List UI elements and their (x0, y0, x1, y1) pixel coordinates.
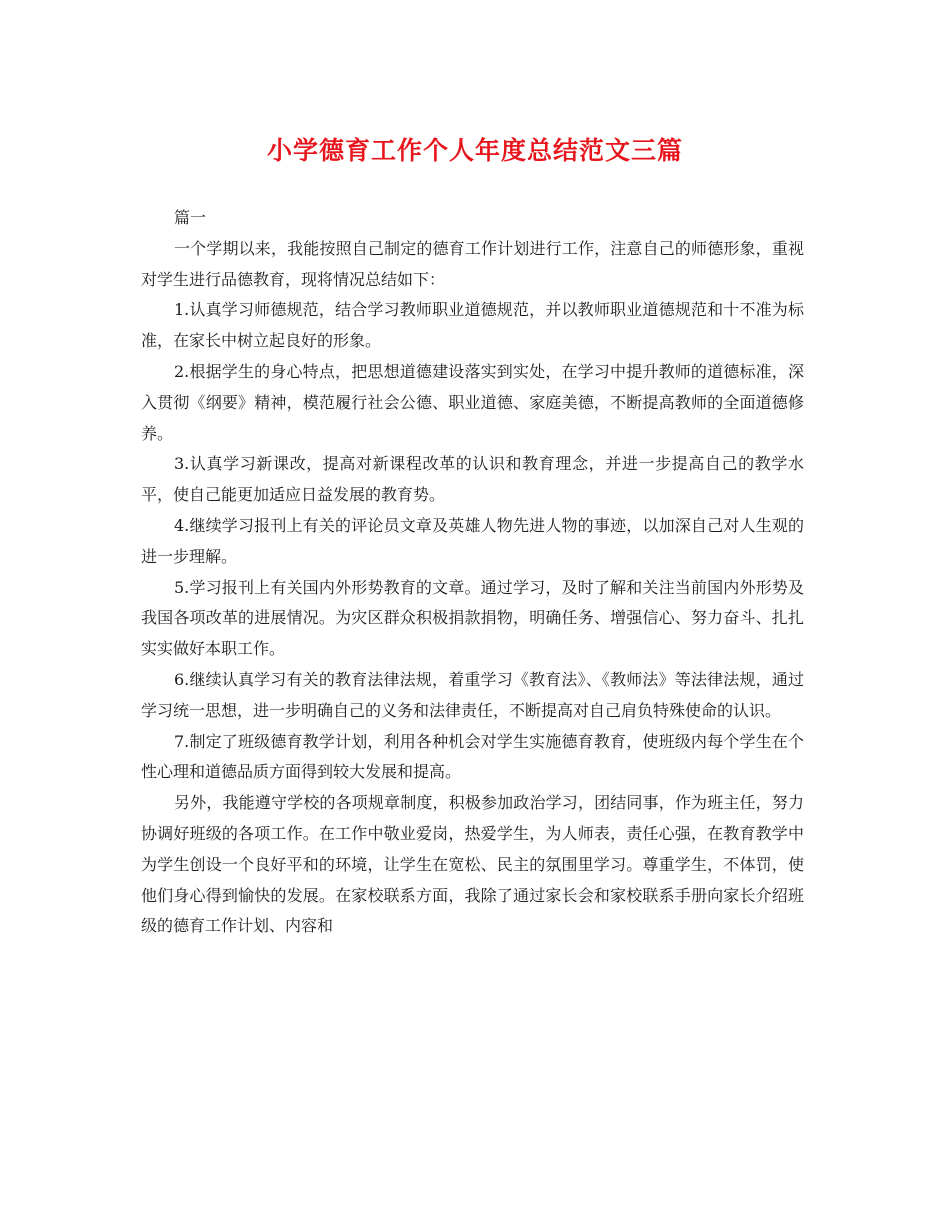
closing-paragraph: 另外，我能遵守学校的各项规章制度，积极参加政治学习，团结同事，作为班主任，努力协调好班级的各项工作。在工作中敬业爱岗，热爱学生，为人师表，责任心强，在教育教学中为学生创设一个良好平和的环境，让学生在宽松、民主的氛围里学习。尊重学生，不体罚，使他们身心得到愉快的发展。在家校联系方面，我除了通过家长会和家校联系手册向家长介绍班级的德育工作计划、内容和 (141, 793, 804, 936)
document-title: 小学德育工作个人年度总结范文三篇 (266, 136, 683, 165)
intro-paragraph: 一个学期以来，我能按照自己制定的德育工作计划进行工作，注意自己的师德形象，重视对学生进行品德教育，现将情况总结如下： (141, 238, 804, 289)
list-item-5: 5.学习报刊上有关国内外形势教育的文章。通过学习，及时了解和关注当前国内外形势及我国各项改革的进展情况。为灾区群众积极捐款捐物，明确任务、增强信心、努力奋斗、扎扎实实做好本职工作。 (141, 577, 804, 659)
list-item-4: 4.继续学习报刊上有关的评论员文章及英雄人物先进人物的事迹，以加深自己对人生观的进一步理解。 (141, 515, 804, 566)
list-item-3: 3.认真学习新课改，提高对新课程改革的认识和教育理念，并进一步提高自己的教学水平，使自己能更加适应日益发展的教育势。 (141, 454, 804, 505)
list-item-7: 7.制定了班级德育教学计划，利用各种机会对学生实施德育教育，使班级内每个学生在个性心理和道德品质方面得到较大发展和提高。 (141, 731, 804, 782)
list-item-6: 6.继续认真学习有关的教育法律法规，着重学习《教育法》、《教师法》等法律法规，通过学习统一思想，进一步明确自己的义务和法律责任，不断提高对自己肩负特殊使命的认识。 (141, 669, 804, 720)
list-item-1: 1.认真学习师德规范，结合学习教师职业道德规范，并以教师职业道德规范和十不准为标准，在家长中树立起良好的形象。 (141, 300, 804, 351)
document-body (141, 203, 804, 942)
list-item-2: 2.根据学生的身心特点，把思想道德建设落实到实处，在学习中提升教师的道德标准，深入贯彻《纲要》精神，模范履行社会公德、职业道德、家庭美德，不断提高教师的全面道德修养。 (141, 361, 804, 443)
section-heading: 篇一 (174, 208, 207, 227)
